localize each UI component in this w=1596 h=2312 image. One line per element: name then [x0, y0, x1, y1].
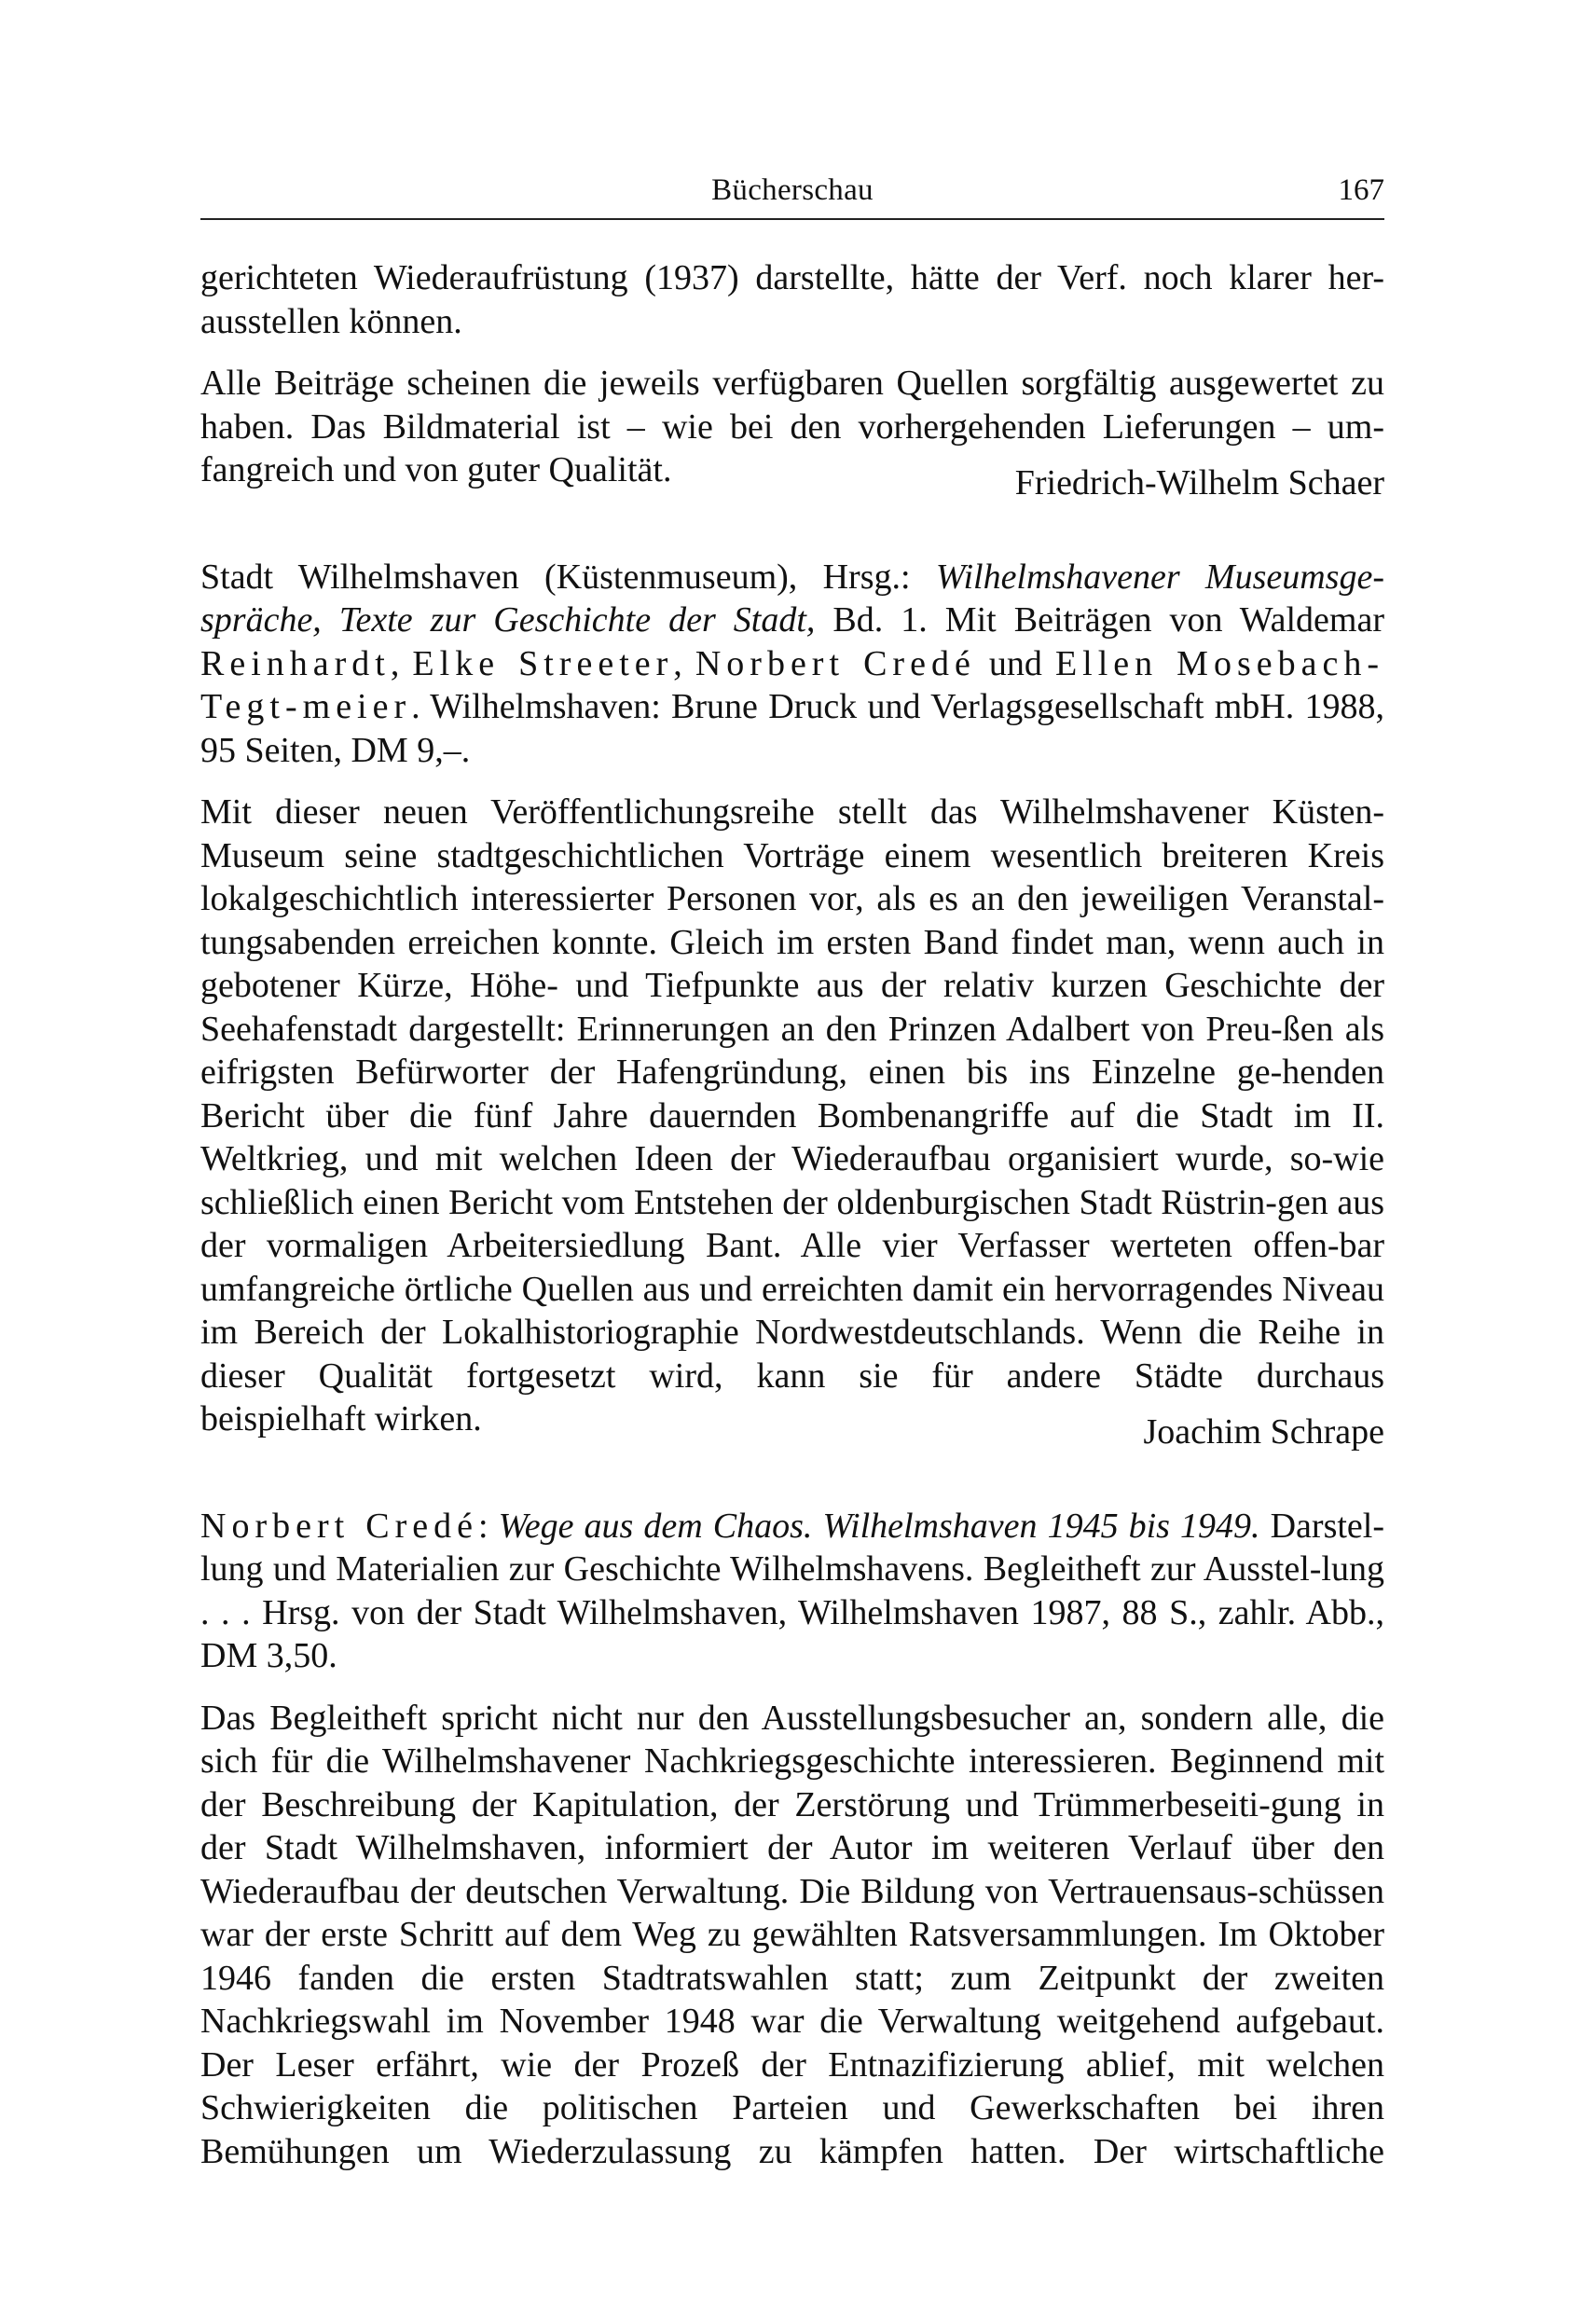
bib-author: Norbert Credé — [695, 643, 976, 683]
bib-separator: und — [975, 643, 1055, 683]
bib-author: Norbert Credé — [200, 1506, 478, 1546]
review-3-bibliography — [200, 1505, 1384, 1678]
bib-title: Wege aus dem Chaos. Wilhelmshaven 1945 bis 1949. — [498, 1506, 1260, 1546]
review-1-signature: Friedrich-Wilhelm Schaer — [1014, 463, 1384, 502]
bib-author: Ellen Mosebach-Tegt-meier — [200, 643, 1385, 726]
bib-author: Reinhardt — [200, 643, 391, 683]
review-1-paragraph-2: Alle Beiträge scheinen die jeweils verfügbaren Quellen sorgfältig ausgewertet zu haben. Das Bildmaterial ist – wie bei den vorhergehenden Lieferungen – um- — [200, 364, 1384, 447]
page-number: 167 — [1338, 173, 1384, 207]
page-body — [200, 256, 1384, 2173]
bib-separator: , — [390, 643, 413, 683]
bib-publication: . Wilhelmshaven: Brune Druck und Verlagsgesellschaft mbH. 1988, 95 Seiten, DM 9,–. — [200, 687, 1384, 770]
review-1-paragraph-2-last-line: fangreich und von guter Qualität. — [200, 450, 672, 489]
bib-publication: Darstel-lung und Materialien zur Geschichte Wilhelmshavens. Begleitheft zur Ausstel-lung . . . Hrsg. von der Stadt Wilhelmshaven, Wilhelmshaven 1987, 88 S., zahlr. Abb., DM 3,50. — [200, 1506, 1384, 1675]
page-header — [200, 168, 1384, 220]
review-1-text-line-1: gerichteten Wiederaufrüstung (1937) darstellte, hätte der Verf. noch klarer her- — [200, 258, 1384, 297]
review-2-closing — [200, 1397, 1384, 1454]
bib-details: Bd. 1. Mit Beiträgen von Waldemar — [815, 600, 1384, 640]
bib-publisher: Stadt Wilhelmshaven (Küstenmuseum), Hrsg.: — [200, 557, 936, 597]
review-2-signature: Joachim Schrape — [1143, 1412, 1384, 1452]
bib-separator: : — [477, 1506, 499, 1546]
review-1-closing — [200, 448, 1384, 505]
review-2-text-last-line: beispielhaft wirken. — [200, 1399, 482, 1438]
review-2-bibliography — [200, 556, 1384, 773]
review-3-text: Das Begleitheft spricht nicht nur den Ausstellungsbesucher an, sondern alle, die sich für die Wilhelmshavener Nachkriegsgeschichte interessieren. Beginnend mit der Beschreibung der Kapitulation, der Zerstörung und Trümmerbeseiti-gung in der Stadt Wilhelmshaven, informiert der Autor im weiteren Verlauf über den Wiederaufbau der deutschen Verwaltung. Die Bildung von Vertrauensaus-schüssen war der erste Schritt auf dem Weg zu gewählten Ratsversammlungen. Im Oktober 1946 fanden die ersten Stadtratswahlen statt; zum Zeitpunkt der zweiten Nachkriegswahl im November 1948 war die Verwaltung weitgehend aufgebaut. Der Leser erfährt, wie der Prozeß der Entnazifizierung ablief, mit welchen Schwierigkeiten die politischen Parteien und Gewerkschaften bei ihren Bemühungen um Wiederzulassung zu kämpfen hatten. Der wirtschaftliche — [200, 1698, 1384, 2171]
bib-author: Elke Streeter — [412, 643, 674, 683]
bib-separator: , — [673, 643, 695, 683]
bib-title: Wilhelmshavener Museumsge-spräche, Texte zur Geschichte der Stadt, — [200, 557, 1384, 640]
review-2-text: Mit dieser neuen Veröffentlichungsreihe stellt das Wilhelmshavener Küsten-Museum seine stadtgeschichtlichen Vorträge einem wesentlich breiteren Kreis lokalgeschichtlich interessierter Personen vor, als es an den jeweiligen Veranstal-tungsabenden erreichen konnte. Gleich im ersten Band findet man, wenn auch in gebotener Kürze, Höhe- und Tiefpunkte aus der relativ kurzen Geschichte der Seehafenstadt dargestellt: Erinnerungen an den Prinzen Adalbert von Preu-ßen als eifrigsten Befürworter der Hafengründung, einen bis ins Einzelne ge-henden Bericht über die fünf Jahre dauernden Bombenangriffe auf die Stadt im II. Weltkrieg, und mit welchen Ideen der Wiederaufbau organisiert wurde, so-wie schließlich einen Bericht vom Entstehen der oldenburgischen Stadt Rüstrin-gen aus der vormaligen Arbeitersiedlung Bant. Alle vier Verfasser werteten offen-bar umfangreiche örtliche Quellen aus und erreichten damit ein hervorragendes Niveau im Bereich der Lokalhistoriographie Nordwestdeutschlands. Wenn die Reihe in dieser Qualität fortgesetzt wird, kann sie für andere Städte durchaus — [200, 792, 1384, 1396]
running-title: Bücherschau — [711, 173, 874, 207]
review-1-text-line-2: ausstellen können. — [200, 301, 462, 341]
